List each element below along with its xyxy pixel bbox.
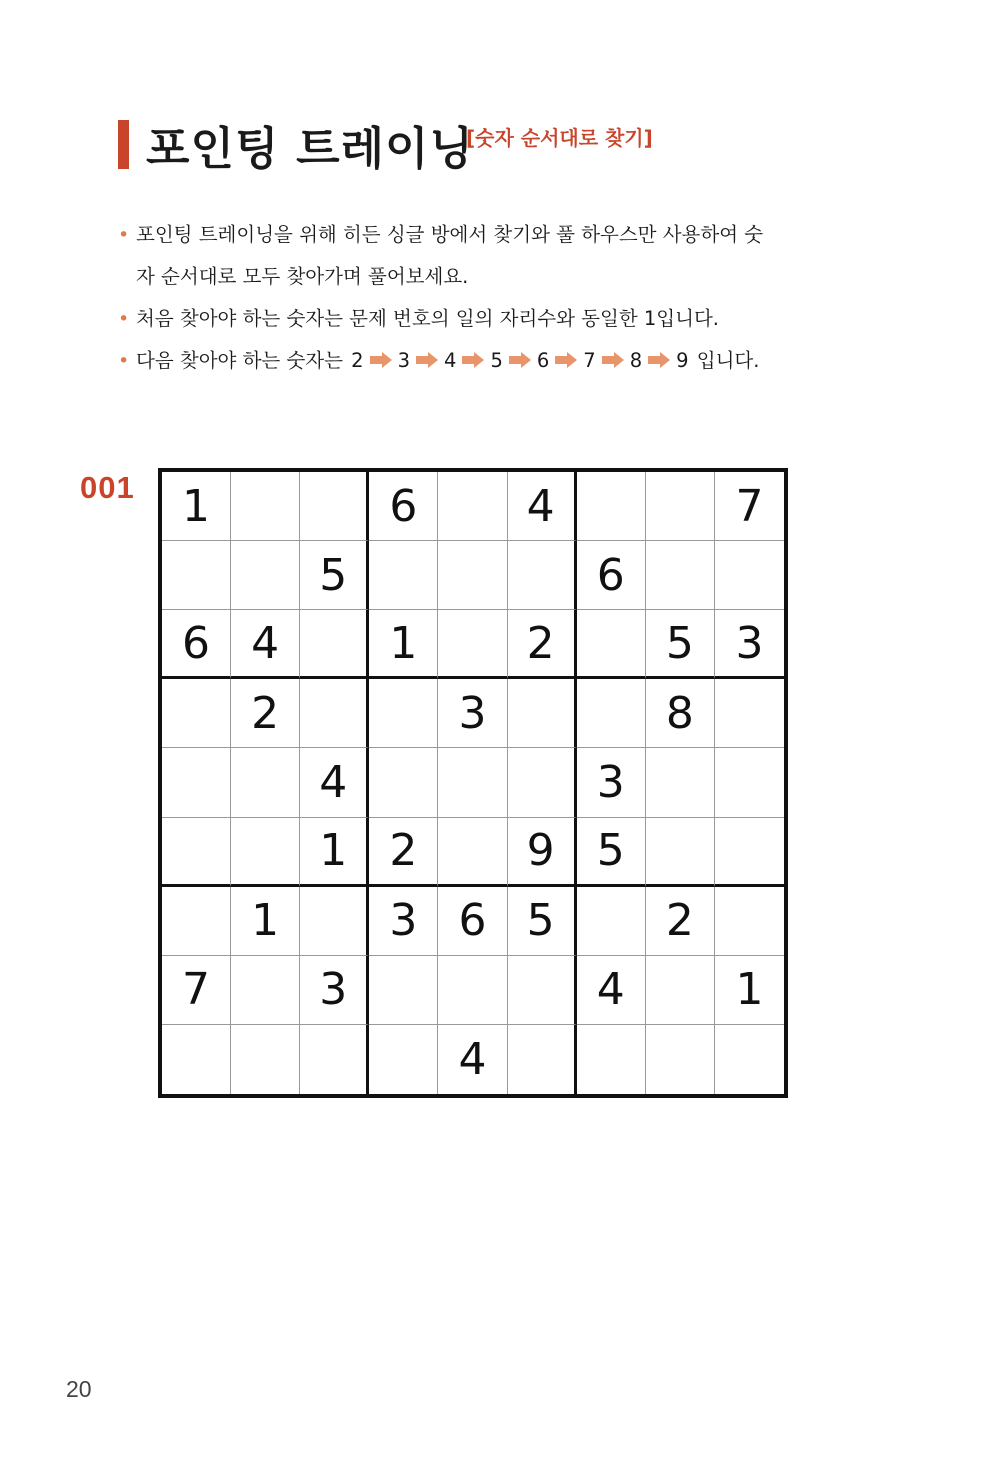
grid-cell[interactable] (369, 748, 438, 817)
grid-cell[interactable] (231, 956, 300, 1025)
grid-cell[interactable] (231, 472, 300, 541)
bullet-icon: • (118, 308, 130, 330)
grid-cell[interactable] (162, 818, 231, 887)
grid-cell[interactable] (577, 887, 646, 956)
grid-cell[interactable] (508, 679, 577, 748)
instruction-text: 포인팅 트레이닝을 위해 히든 싱글 방에서 찾기와 풀 하우스만 사용하여 숫 (136, 223, 764, 246)
grid-cell[interactable] (715, 887, 784, 956)
grid-cell[interactable]: 3 (577, 748, 646, 817)
instruction-text: 자 순서대로 모두 찾아가며 풀어보세요. (136, 265, 469, 288)
grid-cell[interactable] (715, 748, 784, 817)
grid-cell[interactable]: 9 (508, 818, 577, 887)
grid-cell[interactable]: 3 (438, 679, 507, 748)
sequence-number: 7 (583, 349, 596, 372)
grid-cell[interactable] (369, 956, 438, 1025)
grid-cell[interactable] (369, 1025, 438, 1094)
grid-cell[interactable] (646, 748, 715, 817)
grid-cell[interactable]: 1 (715, 956, 784, 1025)
grid-cell[interactable]: 1 (300, 818, 369, 887)
right-arrow-icon (369, 352, 393, 368)
sequence-number: 3 (397, 349, 411, 372)
page-title: 포인팅 트레이닝 (146, 122, 474, 175)
grid-cell[interactable] (438, 748, 507, 817)
sequence-number: 8 (629, 349, 643, 372)
instruction-text: 입니다. (696, 349, 760, 372)
grid-cell[interactable]: 1 (369, 610, 438, 679)
grid-cell[interactable] (438, 818, 507, 887)
right-arrow-icon (461, 352, 485, 368)
grid-cell[interactable] (438, 956, 507, 1025)
grid-cell[interactable] (646, 541, 715, 610)
grid-cell[interactable] (646, 818, 715, 887)
grid-cell[interactable]: 7 (715, 472, 784, 541)
grid-cell[interactable] (646, 956, 715, 1025)
grid-cell[interactable] (577, 1025, 646, 1094)
grid-cell[interactable] (369, 541, 438, 610)
grid-cell[interactable]: 1 (231, 887, 300, 956)
right-arrow-icon (508, 352, 532, 368)
grid-cell[interactable] (162, 679, 231, 748)
grid-cell[interactable]: 4 (300, 748, 369, 817)
grid-cell[interactable]: 8 (646, 679, 715, 748)
grid-cell[interactable]: 6 (369, 472, 438, 541)
sequence-number: 2 (351, 349, 364, 372)
grid-cell[interactable] (438, 541, 507, 610)
grid-cell[interactable] (231, 748, 300, 817)
grid-cell[interactable]: 2 (508, 610, 577, 679)
instruction-item (118, 214, 878, 256)
grid-cell[interactable]: 5 (300, 541, 369, 610)
grid-cell[interactable]: 6 (577, 541, 646, 610)
puzzle-number: 001 (80, 470, 135, 505)
instruction-text: 다음 찾아야 하는 숫자는 (136, 349, 343, 372)
sudoku-grid (158, 468, 788, 1098)
grid-cell[interactable] (300, 610, 369, 679)
grid-cell[interactable] (369, 679, 438, 748)
sequence-number: 5 (490, 349, 503, 372)
grid-cell[interactable] (300, 472, 369, 541)
right-arrow-icon (601, 352, 625, 368)
sequence-number: 6 (536, 349, 550, 372)
page-number: 20 (66, 1376, 92, 1402)
grid-cell[interactable] (162, 541, 231, 610)
right-arrow-icon (554, 352, 578, 368)
grid-cell[interactable] (162, 1025, 231, 1094)
grid-cell[interactable] (162, 887, 231, 956)
right-arrow-icon (647, 352, 671, 368)
grid-cell[interactable] (646, 1025, 715, 1094)
instruction-text: 처음 찾아야 하는 숫자는 문제 번호의 일의 자리수와 동일한 1입니다. (136, 307, 719, 330)
instruction-item (118, 340, 878, 382)
grid-cell[interactable] (231, 541, 300, 610)
title-accent-bar (118, 120, 129, 169)
grid-cell[interactable]: 4 (231, 610, 300, 679)
grid-cell[interactable]: 3 (715, 610, 784, 679)
grid-cell[interactable]: 4 (508, 472, 577, 541)
bullet-icon: • (118, 350, 130, 372)
instructions (118, 214, 878, 382)
page-subtitle: [숫자 순서대로 찾기] (466, 126, 653, 150)
number-sequence (349, 349, 690, 372)
grid-cell[interactable] (300, 679, 369, 748)
grid-cell[interactable] (577, 610, 646, 679)
grid-cell[interactable] (577, 472, 646, 541)
instruction-item (118, 298, 878, 340)
grid-cell[interactable]: 4 (438, 1025, 507, 1094)
right-arrow-icon (415, 352, 439, 368)
grid-cell[interactable]: 1 (162, 472, 231, 541)
grid-cell[interactable] (577, 679, 646, 748)
grid-cell[interactable]: 6 (438, 887, 507, 956)
grid-cell[interactable] (715, 1025, 784, 1094)
grid-cell[interactable]: 3 (369, 887, 438, 956)
grid-cell[interactable]: 5 (646, 610, 715, 679)
instruction-item-continued (118, 256, 878, 298)
grid-cell[interactable]: 5 (508, 887, 577, 956)
grid-cell[interactable]: 2 (369, 818, 438, 887)
grid-cell[interactable] (300, 1025, 369, 1094)
grid-cell[interactable]: 2 (231, 679, 300, 748)
grid-cell[interactable] (715, 679, 784, 748)
grid-cell[interactable]: 7 (162, 956, 231, 1025)
grid-cell[interactable] (508, 748, 577, 817)
grid-cell[interactable] (438, 610, 507, 679)
grid-cell[interactable]: 5 (577, 818, 646, 887)
grid-cell[interactable] (508, 956, 577, 1025)
grid-cell[interactable]: 4 (577, 956, 646, 1025)
grid-cell[interactable]: 2 (646, 887, 715, 956)
grid-cell[interactable] (231, 1025, 300, 1094)
grid-cell[interactable] (508, 1025, 577, 1094)
grid-cell[interactable]: 3 (300, 956, 369, 1025)
grid-cell[interactable] (162, 748, 231, 817)
grid-cell[interactable] (508, 541, 577, 610)
grid-cell[interactable] (231, 818, 300, 887)
grid-cell[interactable]: 6 (162, 610, 231, 679)
sequence-number: 4 (444, 349, 457, 372)
sequence-number: 9 (676, 349, 689, 372)
bullet-icon: • (118, 224, 130, 246)
grid-cell[interactable] (715, 541, 784, 610)
grid-cell[interactable] (438, 472, 507, 541)
grid-cell[interactable] (300, 887, 369, 956)
grid-cell[interactable] (715, 818, 784, 887)
grid-cell[interactable] (646, 472, 715, 541)
